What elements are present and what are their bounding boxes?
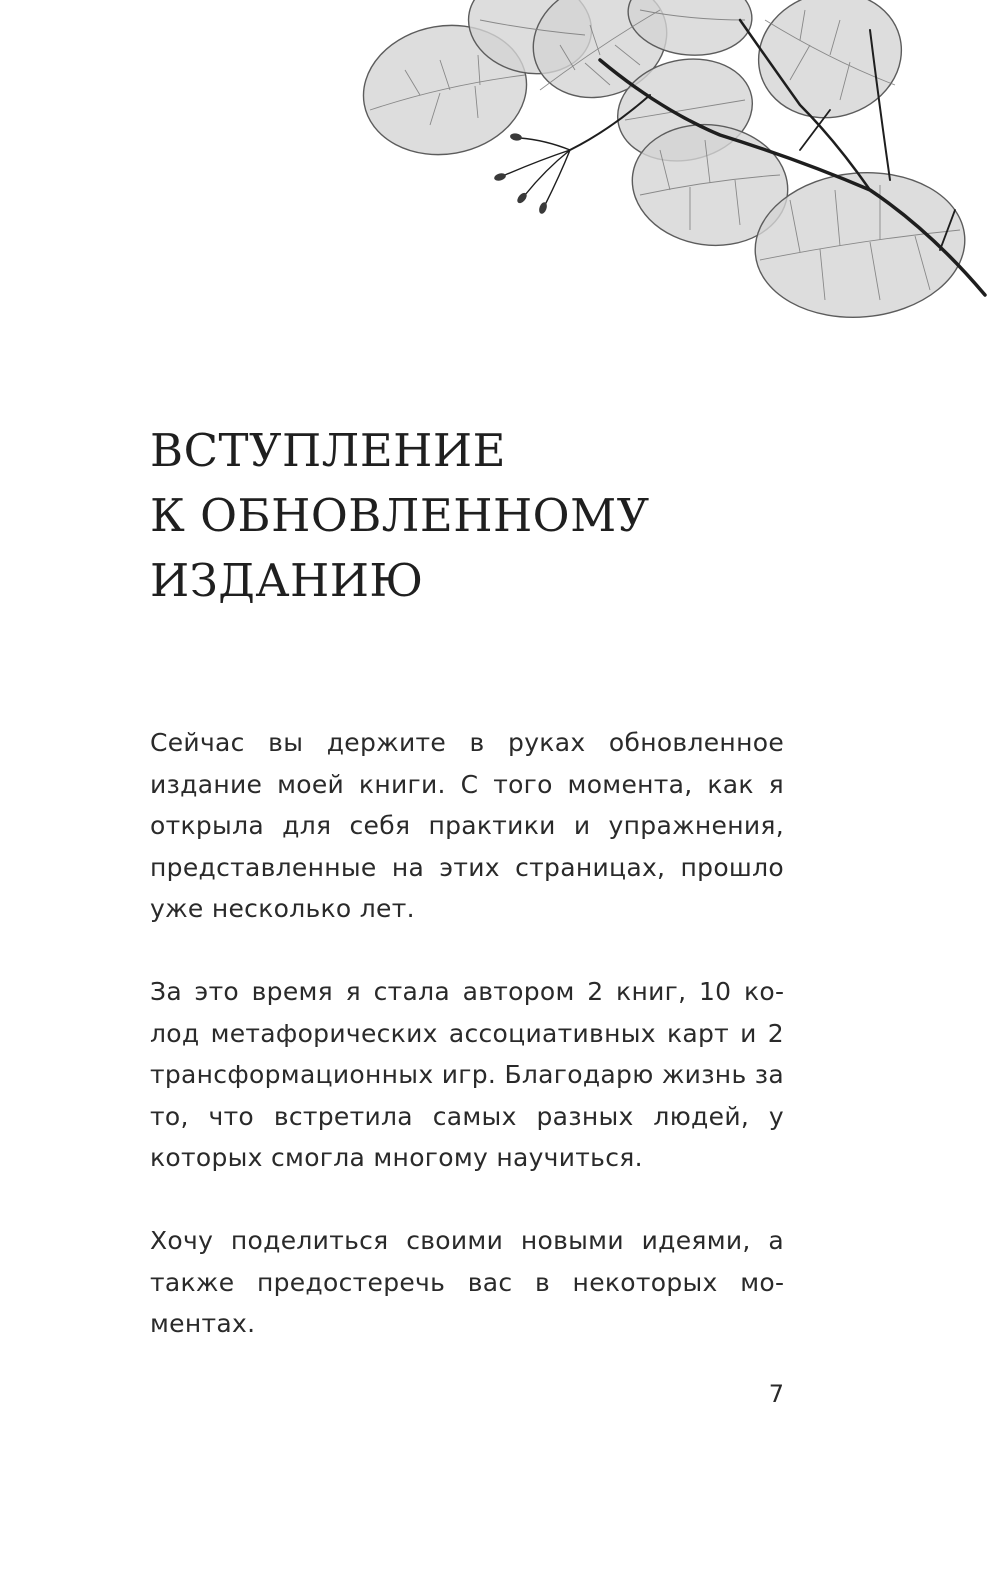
paragraph: За это время я стала автором 2 книг, 10 колод метафорических ассоциативных карт и 2 трансформационных игр. Благодарю жизнь за то, что встретила самых разных людей, у которых смогла многому научиться. <box>150 977 784 1172</box>
chapter-title-line-2: К ОБНОВЛЕННОМУ <box>150 489 650 542</box>
paragraph: Хочу поделиться своими новыми идеями, а также предостеречь вас в некоторых моментах. <box>150 1226 784 1338</box>
chapter-title-line-1: ВСТУПЛЕНИЕ <box>150 424 507 477</box>
eucalyptus-branch-icon <box>350 0 1000 330</box>
chapter-title <box>150 418 650 613</box>
chapter-title-line-3: ИЗДАНИЮ <box>150 554 424 607</box>
body-text <box>150 722 784 1345</box>
page-number: 7 <box>768 1380 784 1408</box>
paragraph: Сейчас вы держите в руках обновленное издание моей книги. С того момента, как я открыла для себя практики и упражнения, представленные на этих страницах, прошло уже несколько лет. <box>150 728 784 923</box>
